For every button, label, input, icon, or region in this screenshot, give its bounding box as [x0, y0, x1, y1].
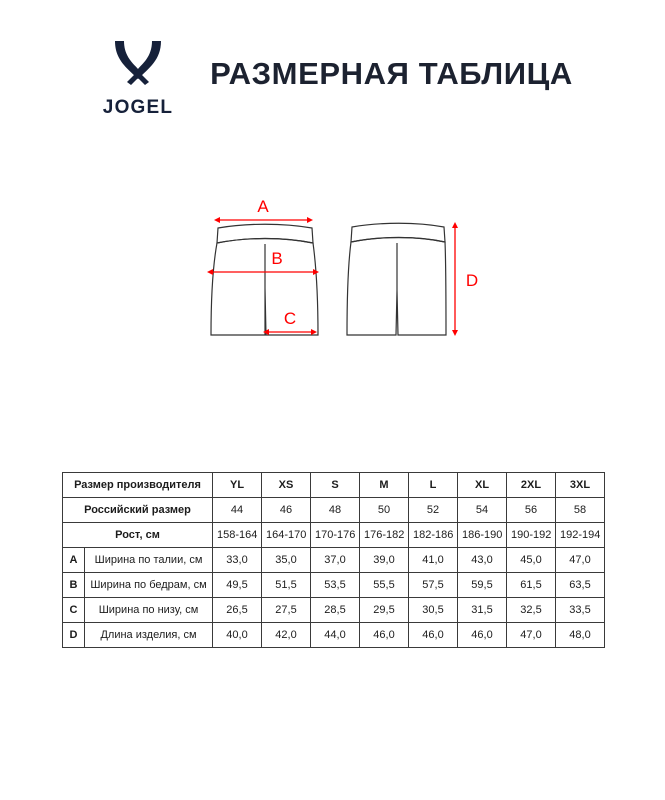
page-header — [0, 38, 665, 123]
cell: 56 — [507, 498, 556, 523]
cell: 31,5 — [458, 598, 507, 623]
cell: 33,0 — [213, 548, 262, 573]
measure-label-a: A — [257, 197, 269, 216]
row-label: Рост, см — [63, 523, 213, 548]
cell: 48 — [311, 498, 360, 523]
measure-arrow-a — [220, 197, 307, 220]
row-letter: C — [63, 598, 85, 623]
row-label: Длина изделия, см — [85, 623, 213, 648]
cell: 57,5 — [409, 573, 458, 598]
row-letter: A — [63, 548, 85, 573]
cell: 2XL — [507, 473, 556, 498]
cell: 192-194 — [556, 523, 605, 548]
cell: 190-192 — [507, 523, 556, 548]
cell: 46,0 — [458, 623, 507, 648]
cell: 30,5 — [409, 598, 458, 623]
cell: 27,5 — [262, 598, 311, 623]
measure-arrow-b — [213, 249, 313, 272]
cell: 58 — [556, 498, 605, 523]
size-table — [62, 472, 605, 648]
jogel-wordmark — [95, 96, 181, 123]
page-title: РАЗМЕРНАЯ ТАБЛИЦА — [210, 56, 573, 91]
cell: 49,5 — [213, 573, 262, 598]
row-label: Ширина по низу, см — [85, 598, 213, 623]
cell: 63,5 — [556, 573, 605, 598]
cell: 43,0 — [458, 548, 507, 573]
cell: 59,5 — [458, 573, 507, 598]
shorts-front-view — [211, 224, 318, 335]
cell: 61,5 — [507, 573, 556, 598]
table-row-height — [63, 523, 605, 548]
cell: 176-182 — [360, 523, 409, 548]
cell: 32,5 — [507, 598, 556, 623]
measure-label-c: C — [283, 309, 297, 328]
cell: M — [360, 473, 409, 498]
cell: 35,0 — [262, 548, 311, 573]
row-label: Ширина по бедрам, см — [85, 573, 213, 598]
cell: 29,5 — [360, 598, 409, 623]
cell: 186-190 — [458, 523, 507, 548]
cell: 46,0 — [409, 623, 458, 648]
table-row-d — [63, 623, 605, 648]
row-label: Ширина по талии, см — [85, 548, 213, 573]
cell: XS — [262, 473, 311, 498]
measurement-diagram — [0, 180, 665, 360]
cell: 47,0 — [556, 548, 605, 573]
table-row-b — [63, 573, 605, 598]
svg-text:JOGEL: JOGEL — [102, 97, 174, 118]
cell: 48,0 — [556, 623, 605, 648]
cell: 41,0 — [409, 548, 458, 573]
cell: 170-176 — [311, 523, 360, 548]
cell: 158-164 — [213, 523, 262, 548]
cell: 182-186 — [409, 523, 458, 548]
cell: 54 — [458, 498, 507, 523]
cell: 39,0 — [360, 548, 409, 573]
cell: 33,5 — [556, 598, 605, 623]
cell: 46 — [262, 498, 311, 523]
size-chart — [62, 472, 604, 648]
cell: XL — [458, 473, 507, 498]
cell: 42,0 — [262, 623, 311, 648]
cell: 40,0 — [213, 623, 262, 648]
cell: 44 — [213, 498, 262, 523]
cell: 37,0 — [311, 548, 360, 573]
measure-arrow-d — [455, 228, 478, 330]
cell: 44,0 — [311, 623, 360, 648]
cell: 51,5 — [262, 573, 311, 598]
jogel-v-mark-icon — [109, 38, 167, 93]
cell: 47,0 — [507, 623, 556, 648]
row-label: Российский размер — [63, 498, 213, 523]
cell: 50 — [360, 498, 409, 523]
table-row-c — [63, 598, 605, 623]
shorts-back-view — [347, 223, 446, 335]
row-label: Размер производителя — [63, 473, 213, 498]
cell: S — [311, 473, 360, 498]
measure-label-b: B — [271, 249, 283, 268]
cell: 26,5 — [213, 598, 262, 623]
measure-arrow-c — [269, 309, 311, 332]
cell: 3XL — [556, 473, 605, 498]
cell: 46,0 — [360, 623, 409, 648]
table-row-manufacturer-size — [63, 473, 605, 498]
cell: L — [409, 473, 458, 498]
cell: 28,5 — [311, 598, 360, 623]
cell: 45,0 — [507, 548, 556, 573]
cell: 55,5 — [360, 573, 409, 598]
row-letter: B — [63, 573, 85, 598]
row-letter: D — [63, 623, 85, 648]
cell: 53,5 — [311, 573, 360, 598]
cell: 164-170 — [262, 523, 311, 548]
jogel-logo — [92, 38, 184, 123]
table-row-a — [63, 548, 605, 573]
measure-label-d: D — [465, 271, 479, 290]
table-row-russian-size — [63, 498, 605, 523]
cell: YL — [213, 473, 262, 498]
cell: 52 — [409, 498, 458, 523]
